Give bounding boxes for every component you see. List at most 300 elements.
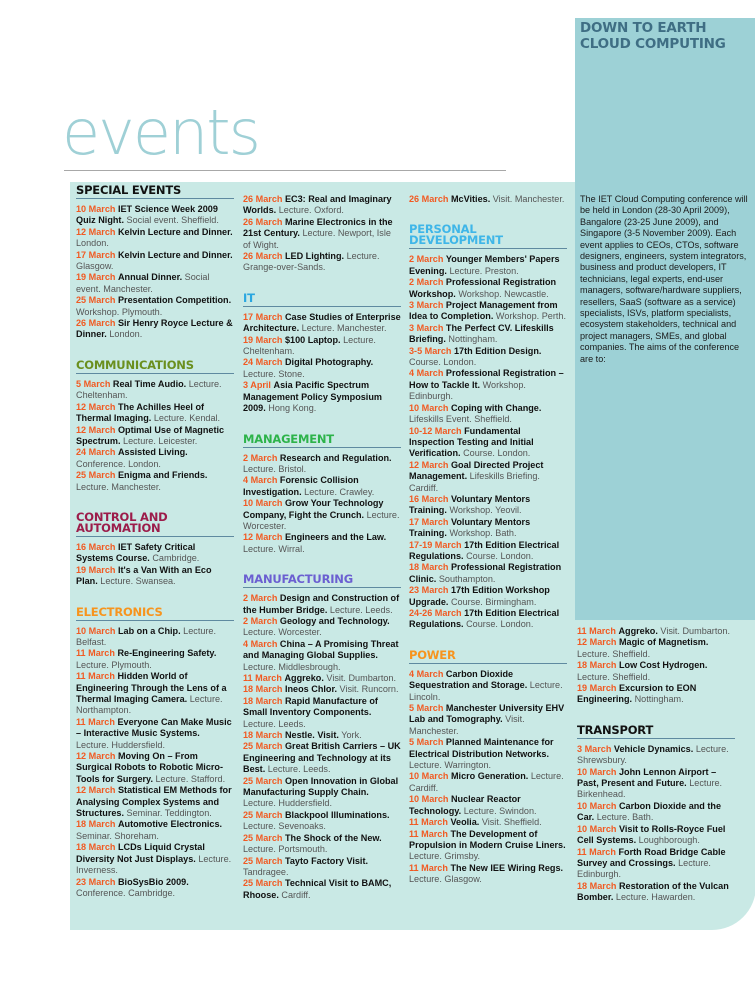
event-details: Lecture. Leeds. [329,604,393,615]
event-date: 11 March [577,846,616,857]
event-title: Automotive Electronics. [117,819,223,830]
event-title: Enigma and Friends. [117,470,208,481]
section-heading-manufacturing: MANUFACTURING [243,574,401,588]
event-listing [409,517,567,540]
event-listing [409,403,567,426]
event-details: Course. London. [466,619,534,630]
event-details: Hong Kong. [268,403,317,414]
section-heading-personal: PERSONAL DEVELOPMENT [409,224,567,249]
event-title: Low Cost Hydrogen. [618,660,708,671]
event-details: Loughborough. [638,835,700,846]
event-title: Research and Regulation. [279,452,392,463]
event-title: Planned Maintenance for Electrical Distribution Networks. [409,737,554,759]
event-date: 24 March [76,447,116,458]
event-title: Manchester University EHV Lab and Tomography. [409,703,565,725]
event-date: 25 March [243,775,283,786]
event-listing [409,608,567,631]
event-title: Voluntary Mentors Training. [409,493,531,516]
event-listing [409,277,567,300]
event-title: Kelvin Lecture and Dinner. [117,226,233,237]
event-title: Asia Pacific Spectrum Management Policy Symposium 2009. [243,380,382,414]
event-date: 11 March [409,862,448,873]
event-date: 5 March [409,737,444,748]
event-date: 10 March [243,498,283,509]
event-date: 17 March [409,516,449,527]
event-title: Kelvin Lecture and Dinner. [117,249,233,260]
event-details: Workshop. Plymouth. [76,306,163,317]
event-listing [76,318,234,341]
event-listing [243,776,401,810]
event-listing [76,819,234,842]
event-details: Visit. Sheffield. [481,817,542,828]
event-date: 11 March [76,671,115,682]
event-details: Southampton. [438,573,496,584]
event-details: Lecture. Edinburgh. [577,857,711,880]
section-heading-electronics: ELECTRONICS [76,607,234,621]
event-details: Visit. Runcorn. [339,684,399,695]
event-details: Cardiff. [281,889,311,900]
event-title: The New IEE Wiring Regs. [450,862,564,873]
event-title: Vehicle Dynamics. [613,743,694,754]
section-heading-management: MANAGEMENT [243,434,401,448]
page-title: events [62,96,259,169]
event-title: Veolia. [450,817,480,828]
event-listing [577,744,735,767]
event-date: 19 March [76,272,116,283]
event-listing [409,829,567,863]
event-date: 18 March [243,684,283,695]
event-details: Conference. London. [76,458,161,469]
event-date: 19 March [577,683,617,694]
event-date: 2 March [243,593,278,604]
event-date: 12 March [577,637,617,648]
event-title: Engineers and the Law. [284,532,387,543]
event-title: BioSysBio 2009. [117,876,189,887]
event-details: Lecture. Middlesbrough. [243,661,341,672]
event-date: 18 March [243,730,283,741]
event-date: 2 March [409,277,444,288]
event-details: Lecture. Birkenhead. [577,778,723,800]
event-listing [76,227,234,250]
event-details: Lecture. Huddersfield. [243,798,332,809]
event-title: John Lennon Airport – Past, Present and Future. [577,766,717,789]
event-title: EC3: Real and Imaginary Worlds. [243,194,392,216]
event-date: 10 March [409,794,449,805]
section-communications [76,357,234,493]
event-listing [243,833,401,856]
event-listing [243,616,401,639]
event-title: The Development of Propulsion in Modern Cruise Liners. [409,828,566,850]
event-details: Lecture. Plymouth. [76,659,152,670]
event-details: Lecture. Leicester. [123,435,198,446]
event-details: Lecture. Lincoln. [409,680,563,702]
event-title: 17th Edition Electrical Regulations. [409,608,560,630]
event-details: Social event. Sheffield. [126,215,219,226]
event-title: LED Lighting. [284,251,345,262]
event-title: Grow Your Technology Company, Fight the Crunch. [243,498,384,520]
event-date: 11 March [577,626,616,636]
event-details: Lecture. Worcester. [243,509,400,531]
event-date: 10 March [409,771,449,782]
event-date: 24 March [243,357,283,368]
event-details: Lecture. Worcester. [243,627,322,638]
event-listing [577,660,735,683]
event-title: IET Science Week 2009 Quiz Night. [76,204,218,226]
event-title: Professional Registration – How to Tackle It. [409,368,564,390]
event-title: Younger Members' Papers Evening. [409,254,560,276]
event-details: Workshop. Perth. [495,311,566,322]
event-date: 12 March [76,424,116,435]
event-details: Lecture. Sheffield. [577,648,651,659]
event-title: Voluntary Mentors Training. [409,516,531,539]
event-listing [577,881,735,904]
event-details: Lifeskills Briefing. Cardiff. [409,471,540,493]
event-date: 26 March [409,194,449,204]
event-listing [577,683,735,706]
event-details: Social event. Manchester. [76,272,210,294]
event-details: Workshop. Bath. [449,528,517,539]
events-column-2 [243,194,401,901]
event-date: 3 March [409,300,444,311]
event-title: $100 Laptop. [284,334,341,345]
event-date: 24-26 March [409,608,462,618]
event-title: Re-Engineering Safety. [117,648,217,659]
event-details: Lecture. Cheltenham. [243,334,376,357]
event-listing [76,425,234,448]
event-date: 10 March [577,766,617,777]
event-listing [76,785,234,819]
section-manufacturing [409,194,567,205]
event-title: The Achilles Heel of Thermal Imaging. [76,401,205,424]
event-date: 10-12 March [409,425,462,436]
event-date: 25 March [243,832,283,843]
event-details: Lecture. Cheltenham. [76,378,222,401]
event-listing [76,204,234,227]
event-date: 12 March [76,751,116,762]
event-listing [409,194,567,205]
events-column-4 [577,626,735,923]
event-details: Seminar. Shoreham. [76,830,159,841]
event-details: Visit. Dumbarton. [326,673,397,683]
event-details: Lecture. Shrewsbury. [577,743,729,766]
section-electronics [76,604,234,900]
event-title: Tayto Factory Visit. [284,855,369,866]
event-listing [409,562,567,585]
event-listing [76,626,234,649]
event-listing [243,696,401,730]
event-details: Visit. Manchester. [409,714,525,736]
event-date: 2 March [243,615,278,626]
event-date: 12 March [409,459,449,470]
events-column-1 [76,185,234,899]
event-title: Restoration of the Vulcan Bomber. [577,880,729,903]
event-date: 18 March [577,660,617,671]
event-listing [243,741,401,775]
event-date: 26 March [243,194,283,204]
event-date: 11 March [409,828,448,839]
event-details: Visit. Manchester. [492,194,565,204]
event-title: Project Management from Idea to Completion. [409,300,558,322]
event-details: Glasgow. [76,261,114,272]
event-title: Forensic Collision Investigation. [243,475,359,497]
event-title: Aggreko. [618,626,658,636]
event-date: 16 March [76,541,116,552]
event-details: Lecture. Bath. [596,812,654,823]
event-listing [243,639,401,673]
event-details: Lecture. Swindon. [463,805,537,816]
event-date: 2 March [243,452,278,463]
event-listing [577,801,735,824]
event-title: Case Studies of Enterprise Architecture. [243,311,401,334]
event-title: Magic of Magnetism. [618,637,709,648]
event-details: London. [109,329,143,340]
event-details: Lecture. Glasgow. [409,874,482,885]
event-date: 18 March [409,562,449,573]
event-details: Lecture. Portsmouth. [243,844,328,855]
event-details: Course. London. [463,448,531,459]
event-details: Lecture. Stafford. [155,773,226,784]
event-date: 11 March [409,817,448,828]
event-listing [76,648,234,671]
event-title: Rapid Manufacture of Small Inventory Components. [243,695,378,718]
event-listing [243,453,401,476]
event-date: 3 March [577,743,612,754]
event-listing [577,847,735,881]
event-title: 17th Edition Workshop Upgrade. [409,585,550,607]
event-title: Digital Photography. [284,357,374,368]
event-date: 19 March [243,334,283,345]
event-date: 3-5 March [409,345,452,356]
event-listing [243,217,401,251]
event-listing [76,877,234,900]
event-listing [243,194,401,217]
event-date: 5 March [409,703,444,714]
event-details: Lecture. Sheffield. [577,671,651,682]
event-date: 12 March [76,785,116,796]
event-date: 25 March [243,809,283,820]
event-listing [243,730,401,741]
event-date: 2 March [409,254,444,265]
event-date: 10 March [577,823,617,834]
sidebar-body: The IET Cloud Computing conference will be held in London (28-30 April 2009), Bangalore (23-25 June 2009), and Singapore (3-5 November 2009). Each event applies to CEOs, CTOs, software designers, engineers, system integrators, business and product developers, IT technicians, legal experts, end-user managers, software/hardware suppliers, resellers, SaaS (software as a service) specialists, ISVs, platform specialists, ecosystem stakeholders, technical and project managers, SMEs, and global companies. The aims of the conference are to: [580,194,748,364]
event-listing [409,703,567,737]
event-title: Excursion to EON Engineering. [577,683,697,705]
event-listing [577,626,735,637]
event-date: 19 March [76,564,116,575]
event-details: Lecture. Leeds. [243,718,306,729]
event-title: Aggreko. [284,673,324,683]
event-details: Course. London. [466,550,534,561]
section-personal [409,224,567,630]
event-listing [243,532,401,555]
event-listing [76,447,234,470]
event-details: Lecture. Sevenoaks. [243,821,326,832]
event-listing [409,368,567,402]
event-title: Marine Electronics in the 21st Century. [243,216,393,239]
event-date: 11 March [76,716,115,727]
event-title: Nuclear Reactor Technology. [409,794,521,816]
events-column-3 [409,194,567,886]
event-date: 17 March [76,249,116,260]
event-title: McVities. [450,194,491,204]
event-title: Professional Registration Clinic. [409,562,562,584]
event-title: Geology and Technology. [279,615,390,626]
event-listing [76,379,234,402]
event-date: 12 March [76,401,116,412]
event-date: 11 March [243,673,282,683]
event-date: 25 March [243,855,283,866]
event-details: Course. London. [409,357,477,368]
event-details: Workshop. Edinburgh. [409,379,526,402]
event-title: It's a Van With an Eco Plan. [76,564,212,587]
event-title: Nestle. Visit. [284,730,339,741]
event-title: Optimal Use of Magnetic Spectrum. [76,424,225,446]
event-listing [76,671,234,717]
event-listing [243,593,401,616]
section-heading-it: IT [243,293,401,307]
event-date: 23 March [409,585,449,596]
event-listing [409,460,567,494]
event-title: Sir Henry Royce Lecture & Dinner. [76,318,233,340]
event-title: Fundamental Inspection Testing and Initial Verification. [409,425,534,459]
event-listing [409,817,567,828]
event-details: Lecture. Huddersfield. [76,739,165,750]
section-electronics [243,194,401,274]
event-date: 25 March [76,295,116,306]
event-title: Moving On – From Surgical Robots to Robotic Micro-Tools for Surgery. [76,751,224,784]
event-listing [409,863,567,886]
event-details: Lecture. Stone. [243,368,305,379]
event-listing [409,737,567,771]
event-details: Lecture. Wirral. [243,543,305,554]
event-date: 26 March [243,216,283,227]
event-details: Lecture. Preston. [449,265,519,276]
event-date: 16 March [409,493,449,504]
event-details: Visit. Dumbarton. [660,626,731,636]
event-title: LCDs Liquid Crystal Diversity Not Just Displays. [76,842,205,864]
event-listing [409,540,567,563]
event-listing [76,717,234,751]
event-listing [409,254,567,277]
title-divider [64,170,506,171]
section-manufacturing [243,574,401,901]
event-listing [76,842,234,876]
section-heading-special: SPECIAL EVENTS [76,185,234,199]
event-date: 10 March [577,800,617,811]
event-details: Lecture. Grimsby. [409,851,481,862]
event-listing [409,669,567,703]
section-heading-transport: TRANSPORT [577,725,735,739]
event-listing [243,673,401,684]
event-date: 12 March [243,532,283,543]
event-details: Lecture. Oxford. [278,205,344,216]
event-title: Great British Carriers – UK Engineering and Technology at its Best. [243,741,401,775]
event-listing [409,346,567,369]
section-power [577,626,735,706]
event-details: London. [76,238,109,249]
section-heading-power: POWER [409,650,567,664]
event-listing [409,300,567,323]
event-title: Presentation Competition. [117,295,232,306]
event-date: 4 March [243,638,278,649]
event-date: 11 March [76,648,115,659]
event-details: Lecture. Warrington. [409,760,492,771]
event-listing [243,878,401,901]
event-details: Cambridge. [152,553,200,564]
event-listing [243,810,401,833]
section-management [243,431,401,556]
event-title: IET Safety Critical Systems Course. [76,541,196,564]
event-title: Real Time Audio. [112,378,187,389]
event-title: Open Innovation in Global Manufacturing Supply Chain. [243,775,399,798]
event-listing [76,751,234,785]
event-title: Forth Road Bridge Cable Survey and Crossings. [577,846,726,868]
event-listing [243,475,401,498]
event-date: 10 March [409,402,449,413]
event-details: Lecture. Kendal. [153,413,221,424]
section-control [76,509,234,588]
event-title: Statistical EM Methods for Analysing Complex Systems and Structures. [76,785,232,819]
event-listing [243,357,401,380]
event-listing [76,272,234,295]
event-listing [577,824,735,847]
event-details: Lecture. Crawley. [304,486,375,497]
event-listing [577,767,735,801]
section-power [409,647,567,886]
event-listing [243,312,401,335]
event-details: Workshop. Yeovil. [449,505,522,516]
event-listing [409,426,567,460]
event-title: Carbon Dioxide and the Car. [577,800,722,823]
event-date: 18 March [243,695,283,706]
event-title: Coping with Change. [450,402,542,413]
sidebar-title: DOWN TO EARTH CLOUD COMPUTING [580,20,726,52]
event-details: Lecture. Bristol. [243,463,307,474]
event-date: 18 March [76,842,116,853]
event-title: Annual Dinner. [117,272,183,283]
event-listing [76,542,234,565]
event-details: Lecture. Cardiff. [409,771,564,793]
event-date: 18 March [76,819,116,830]
event-details: Lifeskills Event. Sheffield. [409,414,512,425]
event-details: Lecture. Grange-over-Sands. [243,251,380,273]
event-title: Carbon Dioxide Sequestration and Storage. [409,668,528,691]
event-details: Lecture. Swansea. [100,576,176,587]
event-details: Course. Birmingham. [450,596,537,607]
event-listing [243,251,401,274]
event-title: 17th Edition Electrical Regulations. [409,539,560,561]
section-transport [577,722,735,904]
event-title: Hidden World of Engineering Through the Lens of a Thermal Imaging Camera. [76,671,227,704]
event-title: Goal Directed Project Management. [409,459,544,482]
event-date: 3 March [409,322,444,333]
event-listing [409,323,567,346]
event-date: 25 March [243,741,283,752]
event-details: Seminar. Teddington. [126,808,212,819]
event-title: Technical Visit to BAMC, Rhoose. [243,878,392,900]
event-details: Lecture. Leeds. [267,764,331,775]
event-title: Design and Construction of the Humber Bridge. [243,593,400,615]
event-title: Micro Generation. [450,771,529,782]
event-title: Everyone Can Make Music – Interactive Music Systems. [76,716,232,739]
event-title: Ineos Chlor. [284,684,338,695]
event-date: 10 March [76,204,116,214]
event-listing [409,585,567,608]
event-date: 4 March [409,368,444,379]
event-date: 17-19 March [409,539,462,550]
event-listing [409,494,567,517]
event-details: Lecture. Belfast. [76,625,217,647]
